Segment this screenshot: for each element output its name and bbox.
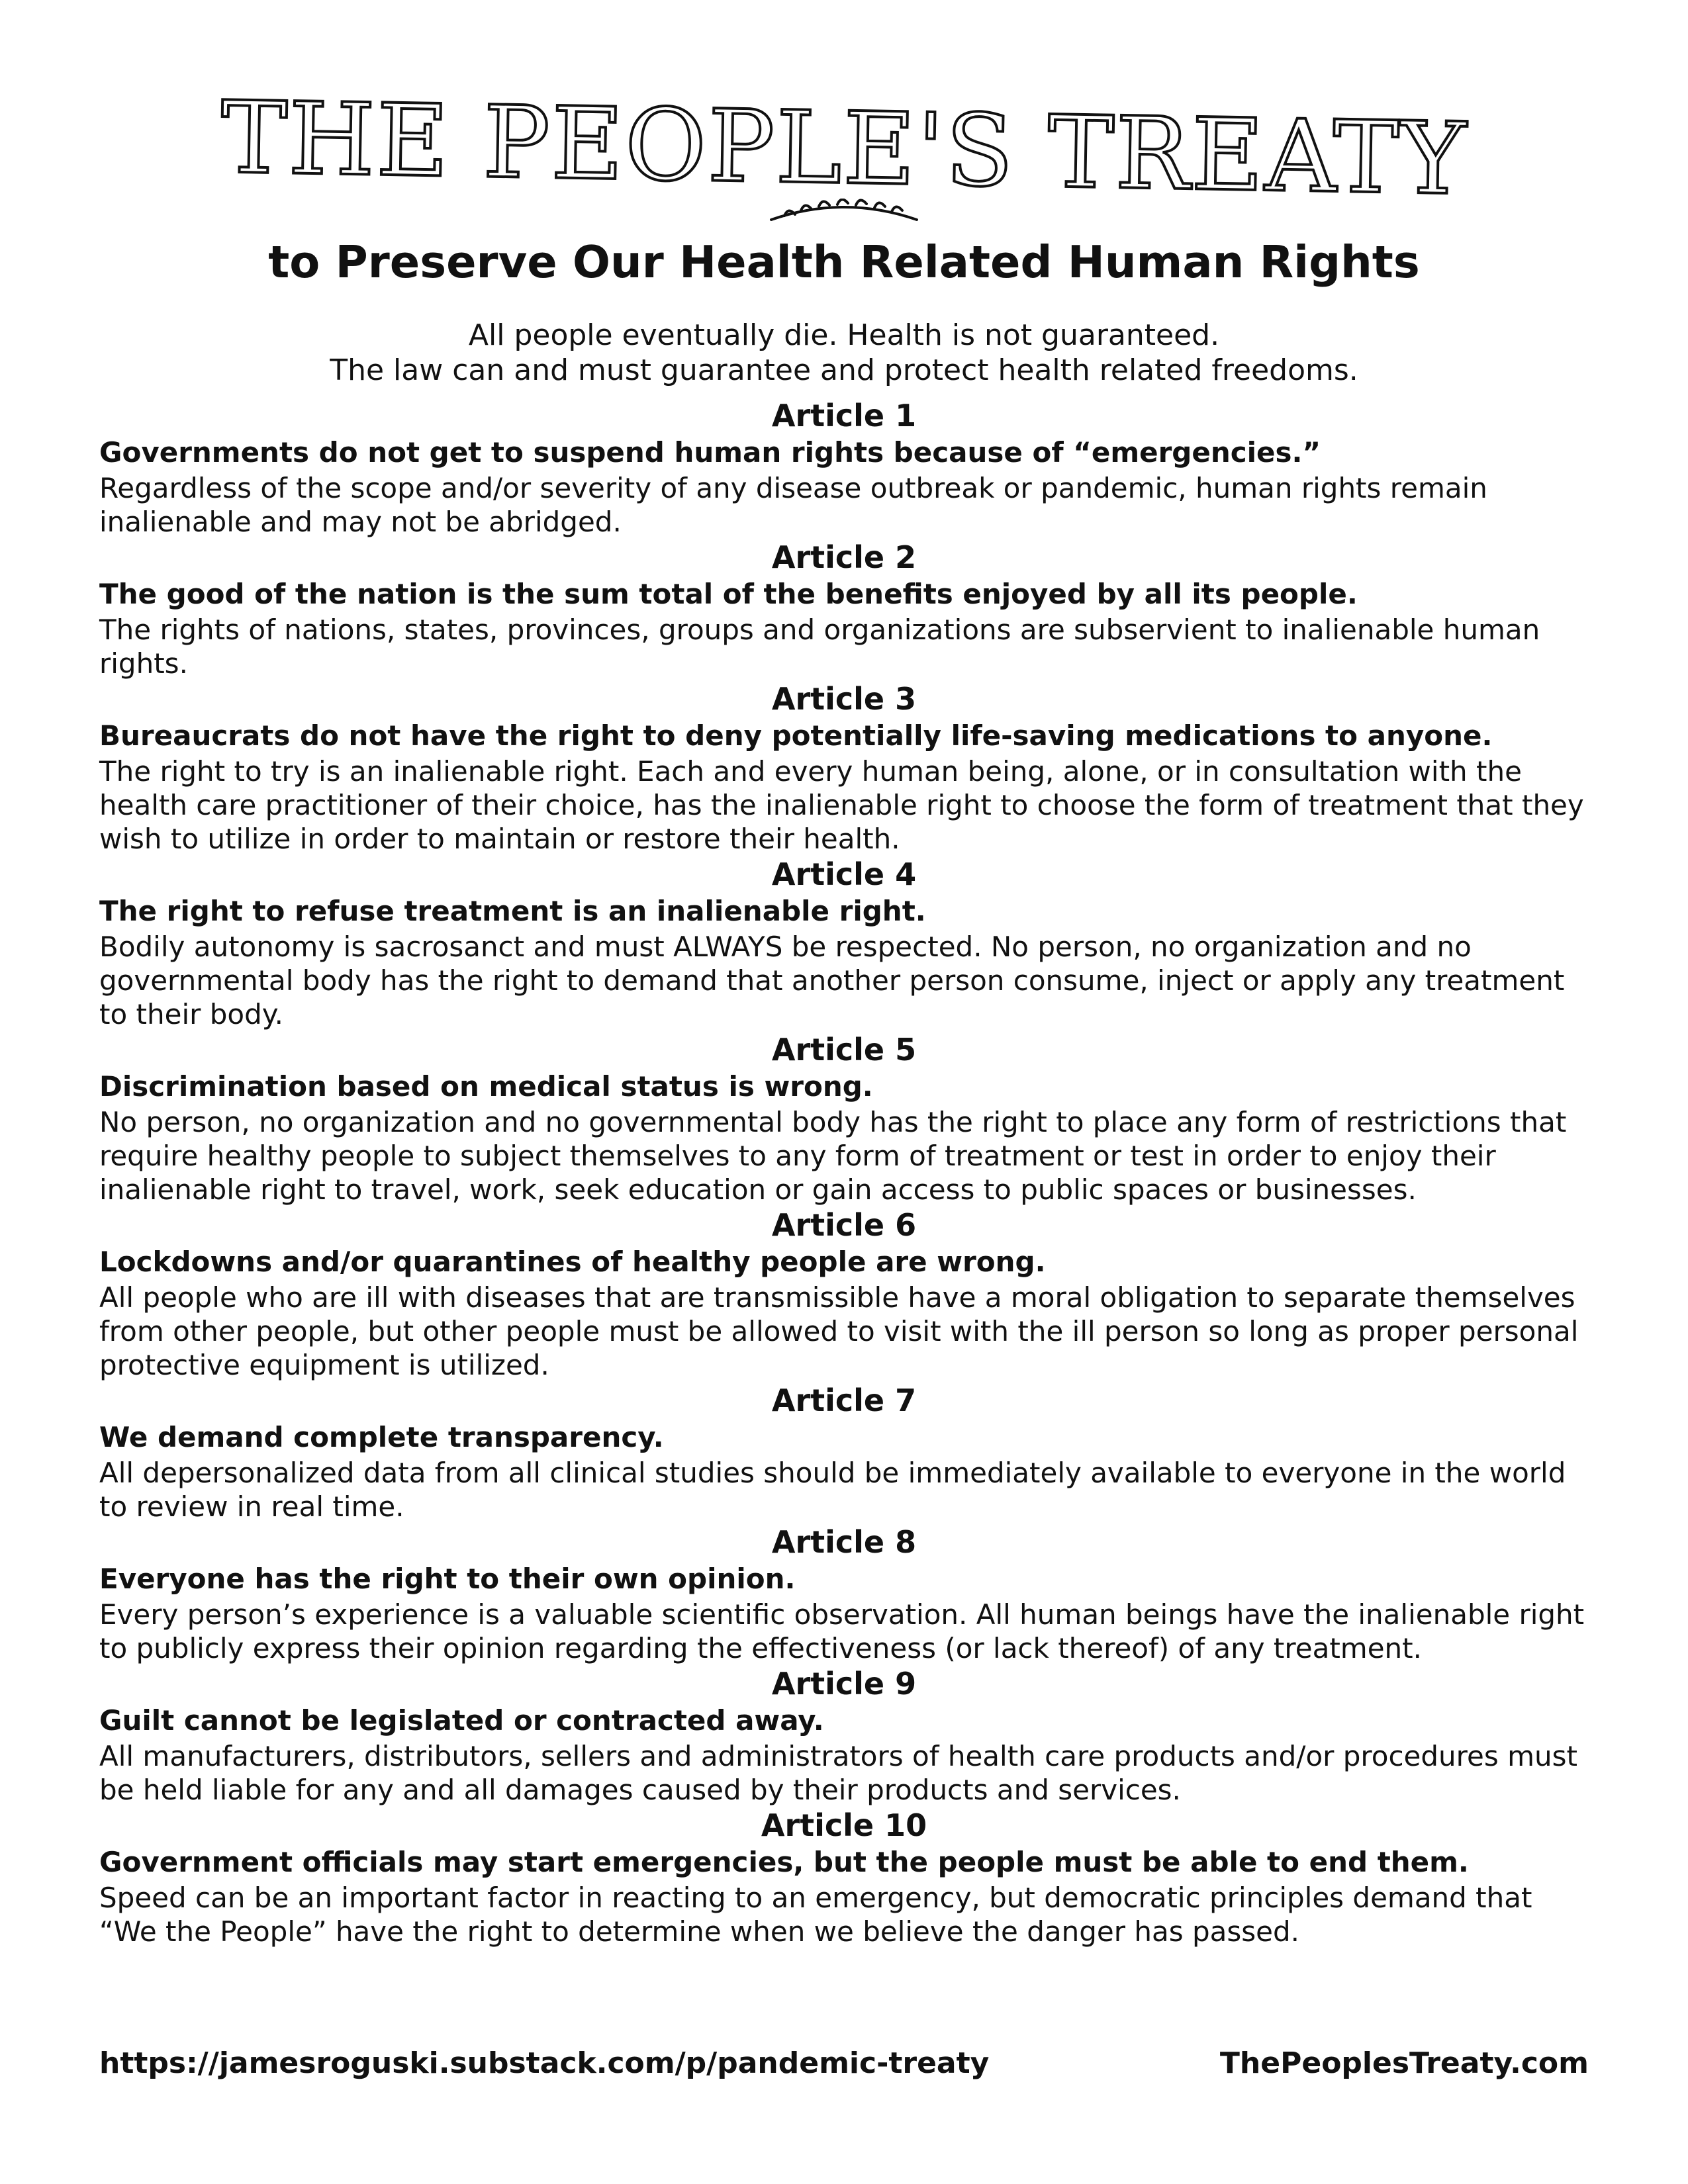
article-body: Bodily autonomy is sacrosanct and must ALWAYS be respected. No person, no organization and no governmental body has the right to demand that another person consume, inject or apply any treatment to their body.: [99, 931, 1565, 1030]
article-2: [99, 539, 1589, 680]
article-heading: Article 3: [771, 681, 917, 717]
article-lead: Bureaucrats do not have the right to deny potentially life-saving medications to anyone.: [99, 719, 1493, 752]
article-lead: The right to refuse treatment is an inalienable right.: [99, 895, 926, 927]
article-9: [99, 1665, 1589, 1807]
article-body: Regardless of the scope and/or severity of any disease outbreak or pandemic, human rights remain inalienable and may not be abridged.: [99, 472, 1487, 538]
article-body: All people who are ill with diseases that are transmissible have a moral obligation to separate themselves from other people, but other people must be allowed to visit with the ill person so long as proper personal protective equipment is utilized.: [99, 1281, 1579, 1381]
article-heading: Article 1: [771, 398, 917, 433]
article-heading: Article 4: [771, 856, 917, 892]
article-heading: Article 6: [771, 1207, 917, 1243]
article-body: All manufacturers, distributors, sellers and administrators of health care products and/or procedures must be held liable for any and all damages caused by their products and services.: [99, 1740, 1577, 1806]
article-heading: Article 5: [771, 1032, 917, 1068]
intro-line: All people eventually die. Health is not guaranteed.: [468, 318, 1220, 352]
article-lead: Everyone has the right to their own opinion.: [99, 1563, 796, 1595]
footer-website-link[interactable]: ThePeoplesTreaty.com: [1219, 2046, 1589, 2080]
article-body: The right to try is an inalienable right. Each and every human being, alone, or in consultation with the health care practitioner of their choice, has the inalienable right to choose the form of treatment that they wish to utilize in order to maintain or restore their health.: [99, 755, 1584, 855]
article-lead: Lockdowns and/or quarantines of healthy people are wrong.: [99, 1246, 1046, 1278]
article-heading: Article 2: [771, 539, 917, 575]
article-3: [99, 680, 1589, 856]
footer-substack-link[interactable]: https://jamesroguski.substack.com/p/pandemic-treaty: [99, 2046, 990, 2080]
article-8: [99, 1524, 1589, 1665]
document-subtitle: to Preserve Our Health Related Human Rights: [268, 236, 1420, 288]
articles-list: [99, 397, 1589, 1948]
article-body: All depersonalized data from all clinical studies should be immediately available to everyone in the world to review in real time.: [99, 1457, 1566, 1523]
article-lead: Governments do not get to suspend human rights because of “emergencies.”: [99, 436, 1321, 469]
article-heading: Article 7: [771, 1383, 917, 1418]
article-body: Speed can be an important factor in reacting to an emergency, but democratic principles demand that “We the People” have the right to determine when we believe the danger has passed.: [99, 1882, 1532, 1948]
document-title: THE PEOPLE'S TREATY: [220, 80, 1468, 218]
article-body: No person, no organization and no governmental body has the right to place any form of restrictions that require healthy people to subject themselves to any form of treatment or test in order to enjoy their inalienable right to travel, work, seek education or gain access to public spaces or businesses.: [99, 1106, 1567, 1206]
article-heading: Article 10: [761, 1807, 927, 1843]
article-1: [99, 397, 1589, 539]
article-10: [99, 1807, 1589, 1948]
intro-text: [0, 318, 1688, 388]
intro-line: The law can and must guarantee and protect health related freedoms.: [330, 353, 1358, 387]
article-lead: Guilt cannot be legislated or contracted away.: [99, 1704, 824, 1737]
article-heading: Article 8: [771, 1524, 917, 1560]
article-lead: We demand complete transparency.: [99, 1421, 664, 1453]
article-heading: Article 9: [771, 1666, 917, 1702]
article-body: The rights of nations, states, provinces, groups and organizations are subservient to inalienable human rights.: [99, 614, 1540, 680]
flourish-ornament-icon: [745, 199, 943, 225]
article-5: [99, 1031, 1589, 1206]
article-lead: The good of the nation is the sum total of the benefits enjoyed by all its people.: [99, 578, 1358, 610]
article-body: Every person’s experience is a valuable scientific observation. All human beings have the inalienable right to publicly express their opinion regarding the effectiveness (or lack thereof) of any treatment.: [99, 1598, 1585, 1664]
article-lead: Government officials may start emergencies, but the people must be able to end them.: [99, 1846, 1469, 1878]
article-7: [99, 1382, 1589, 1524]
article-6: [99, 1206, 1589, 1382]
article-lead: Discrimination based on medical status is wrong.: [99, 1070, 873, 1103]
article-4: [99, 856, 1589, 1031]
